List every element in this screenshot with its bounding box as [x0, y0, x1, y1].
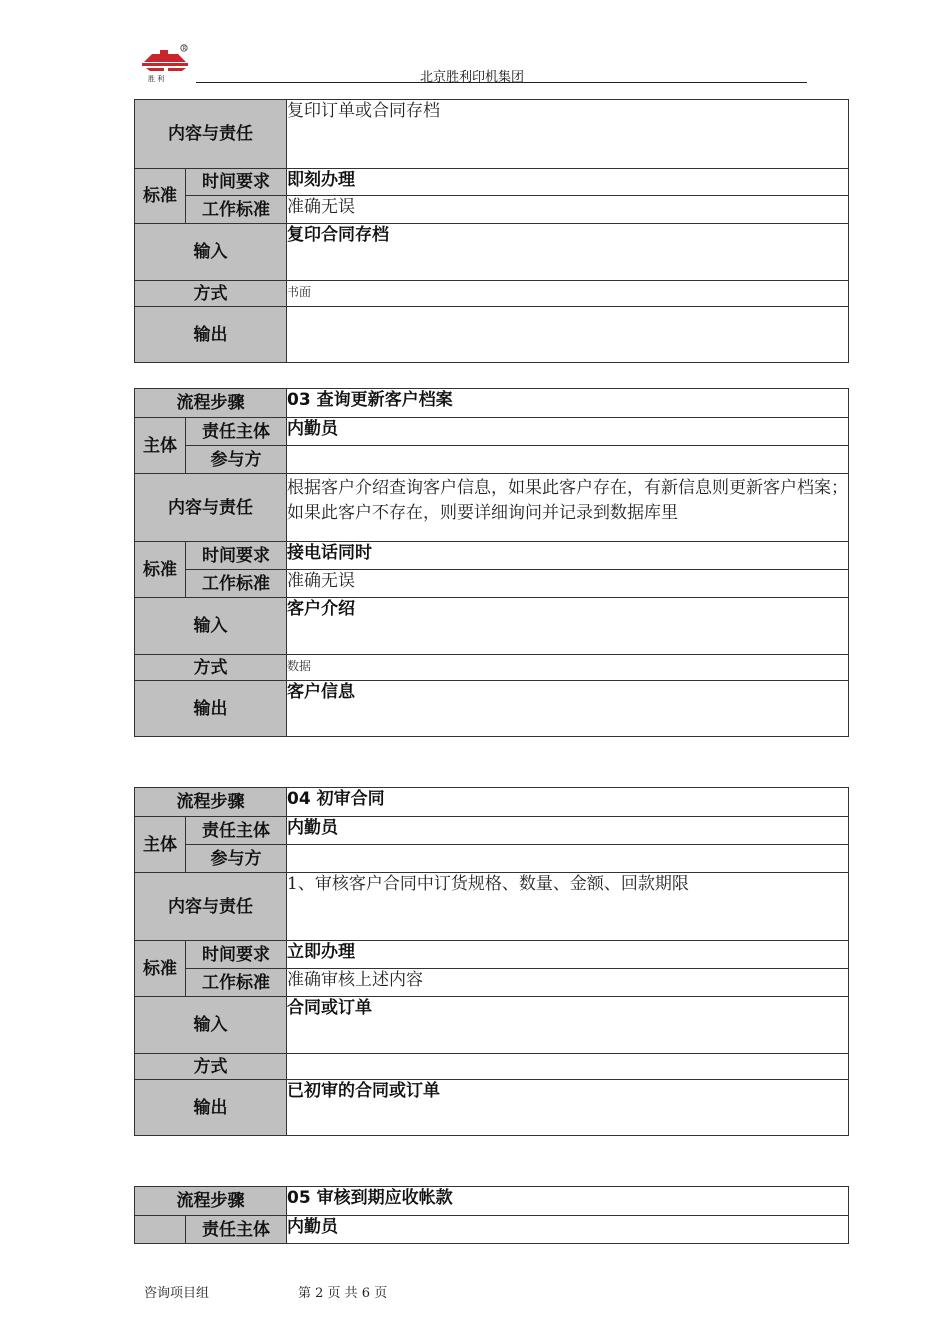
header-rule [196, 82, 807, 83]
input-label: 输入 [135, 598, 287, 655]
work-standard-value: 准确无误 [287, 570, 849, 598]
process-table-step-04 [134, 787, 849, 1136]
output-label: 输出 [135, 1080, 287, 1136]
step-value: 03 查询更新客户档案 [287, 389, 849, 418]
subject-group-label [135, 1216, 186, 1244]
method-value: 书面 [287, 281, 849, 307]
standard-group-label: 标准 [135, 941, 186, 997]
responsible-value: 内勤员 [287, 418, 849, 446]
svg-text:R: R [182, 46, 187, 52]
work-standard-label: 工作标准 [186, 196, 287, 224]
process-table-step-05 [134, 1186, 849, 1244]
participant-label: 参与方 [186, 845, 287, 873]
work-standard-value: 准确无误 [287, 196, 849, 224]
work-standard-label: 工作标准 [186, 969, 287, 997]
footer-group: 咨询项目组 [144, 1286, 210, 1301]
time-label: 时间要求 [186, 542, 287, 570]
work-standard-label: 工作标准 [186, 570, 287, 598]
company-name: 北京胜利印机集团 [420, 70, 525, 85]
output-label: 输出 [135, 307, 287, 363]
responsible-value: 内勤员 [287, 1216, 849, 1244]
content-label: 内容与责任 [135, 873, 287, 941]
time-label: 时间要求 [186, 169, 287, 196]
work-standard-value: 准确审核上述内容 [287, 969, 849, 997]
participant-value [287, 845, 849, 873]
method-value: 数据 [287, 655, 849, 681]
content-value: 复印订单或合同存档 [287, 100, 849, 169]
process-table-continued [134, 99, 849, 363]
responsible-label: 责任主体 [186, 418, 287, 446]
method-value [287, 1054, 849, 1080]
step-label: 流程步骤 [135, 1187, 287, 1216]
method-label: 方式 [135, 1054, 287, 1080]
responsible-label: 责任主体 [186, 1216, 287, 1244]
method-label: 方式 [135, 281, 287, 307]
input-value: 复印合同存档 [287, 224, 849, 281]
footer-page-number: 第 2 页 共 6 页 [298, 1286, 388, 1301]
output-value [287, 307, 849, 363]
standard-group-label: 标准 [135, 169, 186, 224]
participant-value [287, 446, 849, 474]
output-value: 已初审的合同或订单 [287, 1080, 849, 1136]
participant-label: 参与方 [186, 446, 287, 474]
step-value: 05 审核到期应收帐款 [287, 1187, 849, 1216]
responsible-value: 内勤员 [287, 817, 849, 845]
logo-text: 胜 利 [148, 75, 165, 83]
company-logo [138, 42, 194, 84]
output-label: 输出 [135, 681, 287, 737]
content-value: 根据客户介绍查询客户信息，如果此客户存在，有新信息则更新客户档案；如果此客户不存在，则要详细询问并记录到数据库里 [287, 474, 849, 542]
content-label: 内容与责任 [135, 100, 287, 169]
step-value: 04 初审合同 [287, 788, 849, 817]
output-value: 客户信息 [287, 681, 849, 737]
time-value: 接电话同时 [287, 542, 849, 570]
subject-group-label: 主体 [135, 418, 186, 474]
input-value: 客户介绍 [287, 598, 849, 655]
content-value: 1、审核客户合同中订货规格、数量、金额、回款期限 [287, 873, 849, 941]
input-label: 输入 [135, 997, 287, 1054]
time-value: 立即办理 [287, 941, 849, 969]
input-label: 输入 [135, 224, 287, 281]
process-table-step-03 [134, 388, 849, 737]
subject-group-label: 主体 [135, 817, 186, 873]
responsible-label: 责任主体 [186, 817, 287, 845]
time-label: 时间要求 [186, 941, 287, 969]
step-label: 流程步骤 [135, 389, 287, 418]
step-label: 流程步骤 [135, 788, 287, 817]
method-label: 方式 [135, 655, 287, 681]
time-value: 即刻办理 [287, 169, 849, 196]
input-value: 合同或订单 [287, 997, 849, 1054]
content-label: 内容与责任 [135, 474, 287, 542]
standard-group-label: 标准 [135, 542, 186, 598]
